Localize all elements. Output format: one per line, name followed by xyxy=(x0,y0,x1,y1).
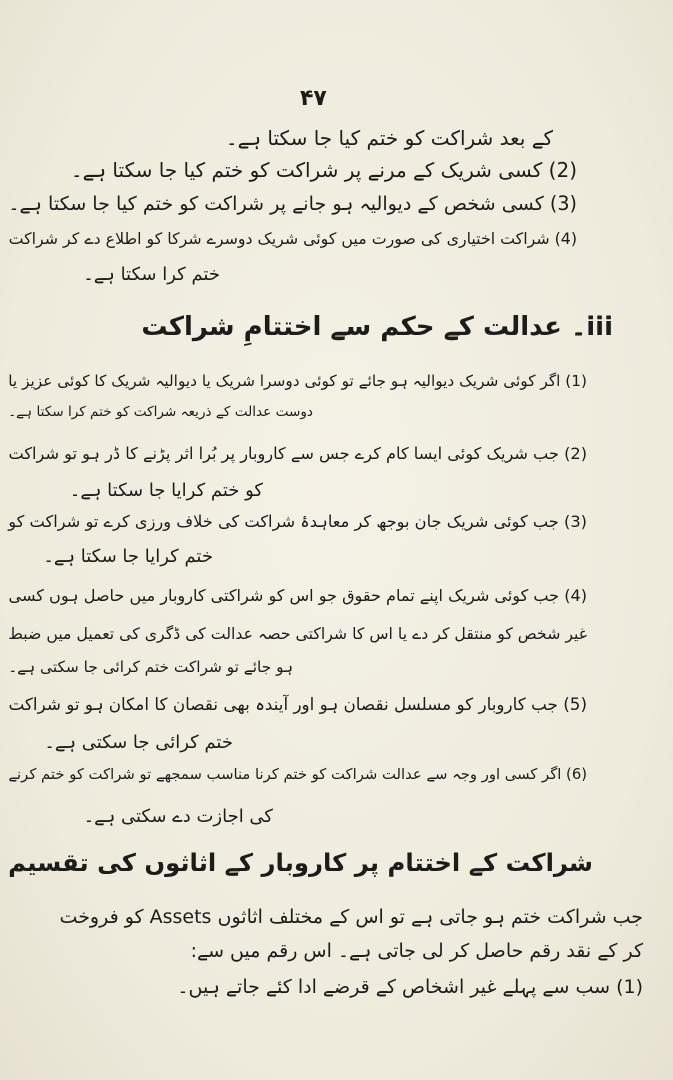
section-heading: شراکت کے اختتام پر کاروبار کے اثاثوں کی تقسیم xyxy=(8,848,593,877)
text-line: ختم کرایا جا سکتا ہے۔ xyxy=(43,546,213,567)
text-line: (2) کسی شریک کے مرنے پر شراکت کو ختم کیا جا سکتا ہے۔ xyxy=(70,158,577,182)
text-line: (6) اگر کسی اور وجہ سے عدالت شراکت کو ختم کرنا مناسب سمجھے تو شراکت کو ختم کرنے xyxy=(8,766,587,783)
text-line: ختم کرائی جا سکتی ہے۔ xyxy=(44,732,233,753)
text-line: ختم کرا سکتا ہے۔ xyxy=(83,264,220,285)
text-line: (3) جب کوئی شریک جان بوجھ کر معاہدۂ شراکت کی خلاف ورزی کرے تو شراکت کو xyxy=(8,512,587,531)
text-line: (4) شراکت اختیاری کی صورت میں کوئی شریک دوسرے شرکا کو اطلاع دے کر شراکت xyxy=(8,229,577,248)
heading-text: عدالت کے حکم سے اختتامِ شراکت xyxy=(141,312,562,342)
text-line: کر کے نقد رقم حاصل کر لی جاتی ہے۔ اس رقم میں سے: xyxy=(190,940,643,962)
text-line: کے بعد شراکت کو ختم کیا جا سکتا ہے۔ xyxy=(225,126,553,150)
text-line: (1) اگر کوئی شریک دیوالیہ ہو جائے تو کوئی دوسرا شریک یا دیوالیہ شریک کا کوئی عزیز یا xyxy=(8,372,587,390)
text-line: کو ختم کرایا جا سکتا ہے۔ xyxy=(69,480,263,501)
section-heading xyxy=(141,312,613,342)
text-line: جب شراکت ختم ہو جاتی ہے تو اس کے مختلف اثاثوں Assets کو فروخت xyxy=(59,906,643,928)
heading-number: iii۔ xyxy=(571,312,613,342)
text-line: دوست عدالت کے ذریعہ شراکت کو ختم کرا سکتا ہے۔ xyxy=(8,404,313,420)
text-line: کی اجازت دے سکتی ہے۔ xyxy=(83,806,273,827)
page-number: ۴۷ xyxy=(300,86,327,111)
text-line: (2) جب شریک کوئی ایسا کام کرے جس سے کاروبار پر بُرا اثر پڑنے کا ڈر ہو تو شراکت xyxy=(8,444,587,463)
text-line: (5) جب کاروبار کو مسلسل نقصان ہو اور آیندہ بھی نقصان کا امکان ہو تو شراکت xyxy=(8,694,587,714)
text-line: ہو جائے تو شراکت ختم کرائی جا سکتی ہے۔ xyxy=(8,658,293,676)
text-line: غیر شخص کو منتقل کر دے یا اس کا شراکتی حصہ عدالت کی ڈگری کی تعمیل میں ضبط xyxy=(8,624,587,643)
text-line: (3) کسی شخص کے دیوالیہ ہو جانے پر شراکت کو ختم کیا جا سکتا ہے۔ xyxy=(8,192,577,215)
text-line: (1) سب سے پہلے غیر اشخاص کے قرضے ادا کئے جاتے ہیں۔ xyxy=(177,976,643,998)
text-line: (4) جب کوئی شریک اپنے تمام حقوق جو اس کو شراکتی کاروبار میں حاصل ہوں کسی xyxy=(8,586,587,605)
